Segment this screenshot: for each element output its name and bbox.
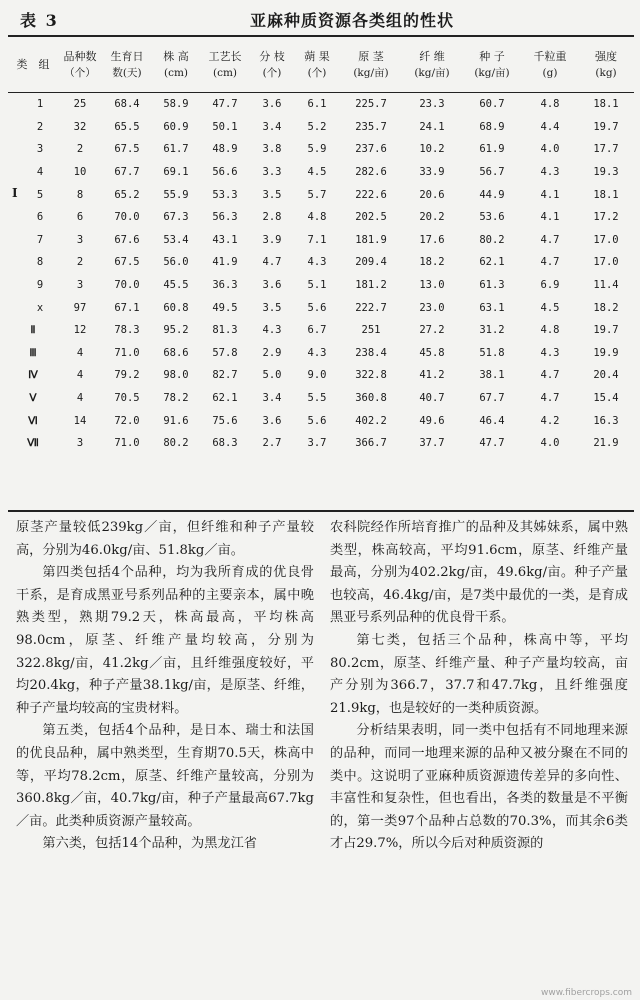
table-cell: 65.5	[114, 120, 140, 133]
table-cell: 46.4	[479, 414, 505, 427]
group-label: 9	[36, 279, 44, 292]
group-cell	[8, 183, 58, 206]
class-label: Ⅵ	[28, 414, 38, 427]
group-cell	[8, 161, 58, 184]
table-cell: 20.4	[593, 369, 619, 382]
table-cell: 70.5	[114, 392, 140, 405]
group-label: 1	[36, 98, 44, 111]
group-label: 2	[36, 120, 44, 133]
table-body	[8, 92, 634, 455]
table-cell: 3.3	[262, 166, 282, 179]
table-cell: 67.7	[114, 166, 140, 179]
column-header	[8, 37, 58, 92]
table-cell: 3.4	[262, 120, 282, 133]
table-cell: 3.5	[262, 301, 282, 314]
table-cell: 25	[73, 98, 87, 111]
right-text-column	[330, 517, 628, 856]
table-cell: 6.7	[307, 324, 327, 337]
left-text-column	[16, 517, 314, 856]
table-cell: 2	[76, 143, 84, 156]
table-cell: 61.9	[479, 143, 505, 156]
table-cell: 17.0	[593, 233, 619, 246]
column-header	[152, 37, 200, 92]
table-cell: 3.7	[307, 437, 327, 450]
table-cell: 91.6	[163, 414, 189, 427]
paragraph: 农科院经作所培育推广的品种及其姊妹系，属中熟类型，株高较高，平均91.6cm，原茎、纤维产量最高，分别为402.2kg/亩，49.6kg/亩。种子产量也较高，46.4kg/亩，是7类中最优的一类，是育成黑亚号系列品种的优良骨干系。	[330, 520, 628, 626]
column-header-unit: (cm)	[163, 66, 189, 79]
table-cell: 98.0	[163, 369, 189, 382]
table-cell: 15.4	[593, 392, 619, 405]
table-row	[8, 342, 634, 365]
table-cell: 5.0	[262, 369, 282, 382]
table-row	[8, 93, 634, 116]
table-cell: 56.6	[212, 166, 238, 179]
table-cell: 80.2	[479, 233, 505, 246]
table-row	[8, 183, 634, 206]
table-cell: 4.5	[307, 166, 327, 179]
table-cell: 322.8	[355, 369, 387, 382]
table-cell: 32	[73, 120, 87, 133]
class-label: Ⅴ	[29, 392, 37, 405]
table-cell: 4	[76, 369, 84, 382]
group-label: 3	[36, 143, 44, 156]
table-cell: 23.3	[419, 98, 445, 111]
column-header-unit: (kg/亩)	[414, 66, 450, 79]
table-cell: 4.3	[307, 346, 327, 359]
table-cell: 33.9	[419, 166, 445, 179]
table-cell: 4.4	[540, 120, 560, 133]
column-header	[102, 37, 152, 92]
table-cell: 4.7	[540, 369, 560, 382]
table-row	[8, 161, 634, 184]
group-label: 8	[36, 256, 44, 269]
table-cell: 4.0	[540, 143, 560, 156]
table-cell: 17.6	[419, 233, 445, 246]
table-row	[8, 274, 634, 297]
table-cell: 68.3	[212, 437, 238, 450]
table-cell: 7.1	[307, 233, 327, 246]
table-cell: 41.2	[419, 369, 445, 382]
paragraph: 第四类包括4个品种，均为我所育成的优良骨干系，是育成黑亚号系列品种的主要亲本，属中晚熟类型，熟期79.2天，株高最高，平均株高98.0cm，原茎、纤维产量均较高，分别为322.8kg/亩，41.2kg／亩，且纤维强度较好，平均20.4kg，种子产量38.1kg/亩，是原茎、纤维，种子产量均较高的宝贵材料。	[16, 565, 314, 716]
table-cell: 360.8	[355, 392, 387, 405]
table-cell: 235.7	[355, 120, 387, 133]
table-cell: 60.9	[163, 120, 189, 133]
table-cell: 4	[76, 346, 84, 359]
column-header	[294, 37, 340, 92]
table-cell: 19.7	[593, 324, 619, 337]
group-cell	[8, 274, 58, 297]
table-cell: 62.1	[479, 256, 505, 269]
table-cell: 48.9	[212, 143, 238, 156]
table-cell: 238.4	[355, 346, 387, 359]
column-header	[578, 37, 634, 92]
table-cell: 19.3	[593, 166, 619, 179]
paragraph: 第七类，包括三个品种，株高中等，平均80.2cm，原茎、纤维产量、种子产量均较高，亩产分别为366.7，37.7和47.7kg，且纤维强度21.9kg，也是较好的一类种质资源。	[330, 632, 628, 716]
table-cell: 97	[73, 301, 87, 314]
table-cell: 12	[73, 324, 87, 337]
table-cell: 366.7	[355, 437, 387, 450]
table-cell: 65.2	[114, 188, 140, 201]
table-cell: 44.9	[479, 188, 505, 201]
table-cell: 10.2	[419, 143, 445, 156]
table-cell: 18.1	[593, 98, 619, 111]
column-header	[58, 37, 102, 92]
table-cell: 19.9	[593, 346, 619, 359]
column-header-unit: 数(天)	[112, 66, 142, 79]
table-cell: 57.8	[212, 346, 238, 359]
table-cell: 80.2	[163, 437, 189, 450]
table-cell: 18.2	[419, 256, 445, 269]
table-cell: 282.6	[355, 166, 387, 179]
group-cell	[8, 138, 58, 161]
table-cell: 41.9	[212, 256, 238, 269]
table-row	[8, 138, 634, 161]
table-row	[8, 229, 634, 252]
column-header-name: 类 组	[16, 58, 50, 71]
table-cell: 20.6	[419, 188, 445, 201]
table-header	[0, 6, 640, 32]
table-cell: 45.8	[419, 346, 445, 359]
group-label: 5	[36, 188, 44, 201]
table-cell: 55.9	[163, 188, 189, 201]
class-label: Ⅰ	[12, 186, 18, 201]
table-cell: 47.7	[479, 437, 505, 450]
column-header	[200, 37, 250, 92]
column-header	[522, 37, 578, 92]
table-cell: 209.4	[355, 256, 387, 269]
table-cell: 31.2	[479, 324, 505, 337]
table-cell: 3.4	[262, 392, 282, 405]
column-header-unit: (g)	[542, 66, 558, 79]
table-cell: 50.1	[212, 120, 238, 133]
column-header-name: 工艺长	[208, 49, 242, 63]
table-cell: 3.5	[262, 188, 282, 201]
group-cell	[8, 251, 58, 274]
table-cell: 3	[76, 233, 84, 246]
table-cell: 13.0	[419, 279, 445, 292]
table-row	[8, 409, 634, 432]
table-cell: 79.2	[114, 369, 140, 382]
table-cell: 4.8	[540, 324, 560, 337]
table-cell: 5.7	[307, 188, 327, 201]
column-header-name: 纤 维	[419, 49, 445, 63]
column-header-unit: (kg/亩)	[474, 66, 510, 79]
table-cell: 61.7	[163, 143, 189, 156]
group-cell	[8, 296, 58, 319]
class-label: Ⅶ	[27, 437, 39, 450]
table-title: 亚麻种质资源各类组的性状	[250, 11, 455, 30]
table-cell: 71.0	[114, 346, 140, 359]
table-cell: 20.2	[419, 211, 445, 224]
table-cell: 78.2	[163, 392, 189, 405]
table-cell: 62.1	[212, 392, 238, 405]
table-cell: 4.8	[307, 211, 327, 224]
table-cell: 202.5	[355, 211, 387, 224]
table-cell: 68.9	[479, 120, 505, 133]
table-cell: 17.7	[593, 143, 619, 156]
trait-table	[8, 37, 634, 455]
table-cell: 9.0	[307, 369, 327, 382]
table-cell: 5.9	[307, 143, 327, 156]
column-header-name: 株 高	[163, 49, 189, 63]
table-cell: 58.9	[163, 98, 189, 111]
column-header-name: 蒴 果	[304, 49, 330, 63]
table-cell: 67.3	[163, 211, 189, 224]
table-cell: 68.4	[114, 98, 140, 111]
table-cell: 225.7	[355, 98, 387, 111]
table-cell: 95.2	[163, 324, 189, 337]
table-cell: 60.7	[479, 98, 505, 111]
table-cell: 56.3	[212, 211, 238, 224]
column-header-unit: (cm)	[212, 66, 238, 79]
table-cell: 19.7	[593, 120, 619, 133]
table-cell: 4.5	[540, 301, 560, 314]
column-header-name: 种 子	[479, 49, 505, 63]
table-row	[8, 116, 634, 139]
table-cell: 2.9	[262, 346, 282, 359]
table-cell: 4.3	[307, 256, 327, 269]
table-cell: 60.8	[163, 301, 189, 314]
table-cell: 8	[76, 188, 84, 201]
table-cell: 10	[73, 166, 87, 179]
table-cell: 5.6	[307, 414, 327, 427]
table-cell: 6	[76, 211, 84, 224]
table-cell: 3.6	[262, 414, 282, 427]
column-header-unit: (kg/亩)	[353, 66, 389, 79]
table-cell: 2.7	[262, 437, 282, 450]
paragraph: 第六类，包括14个品种，为黑龙江省	[42, 836, 257, 852]
table-cell: 16.3	[593, 414, 619, 427]
table-cell: 70.0	[114, 279, 140, 292]
table-cell: 3.6	[262, 279, 282, 292]
table-cell: 67.6	[114, 233, 140, 246]
table-cell: 53.4	[163, 233, 189, 246]
table-cell: 67.5	[114, 143, 140, 156]
table-cell: 5.6	[307, 301, 327, 314]
table-cell: 4.3	[262, 324, 282, 337]
table-cell: 56.0	[163, 256, 189, 269]
group-label: 6	[36, 211, 44, 224]
table-header-row	[8, 37, 634, 92]
table-cell: 3.8	[262, 143, 282, 156]
column-header-name: 生育日	[110, 49, 144, 63]
table-bottom-rule	[8, 510, 634, 512]
table-cell: 47.7	[212, 98, 238, 111]
table-cell: 6.9	[540, 279, 560, 292]
table-cell: 402.2	[355, 414, 387, 427]
table-cell: 222.6	[355, 188, 387, 201]
table-cell: 5.1	[307, 279, 327, 292]
paragraph: 第五类，包括4个品种，是日本、瑞士和法国的优良品种，属中熟类型，生育期70.5天，株高中等，平均78.2cm，原茎、纤维产量较高，分别为360.8kg／亩，40.7kg/亩，种子产量最高67.7kg／亩。此类种质资源产量较高。	[16, 723, 314, 829]
table-cell: 70.0	[114, 211, 140, 224]
table-cell: 17.2	[593, 211, 619, 224]
class-label: Ⅳ	[28, 369, 38, 382]
table-cell: 5.2	[307, 120, 327, 133]
table-cell: 68.6	[163, 346, 189, 359]
table-cell: 6.1	[307, 98, 327, 111]
table-cell: 69.1	[163, 166, 189, 179]
paragraph: 原茎产量较低239kg／亩，但纤维和种子产量较高，分别为46.0kg/亩、51.8kg／亩。	[16, 520, 314, 558]
table-row	[8, 251, 634, 274]
table-row	[8, 364, 634, 387]
table-cell: 5.5	[307, 392, 327, 405]
table-cell: 24.1	[419, 120, 445, 133]
table-cell: 4.3	[540, 166, 560, 179]
table-cell: 4.7	[540, 256, 560, 269]
table-cell: 67.7	[479, 392, 505, 405]
column-header-name: 千粒重	[533, 49, 567, 63]
column-header-name: 原 茎	[358, 49, 384, 63]
table-row	[8, 432, 634, 455]
class-label: Ⅲ	[29, 346, 37, 359]
table-row	[8, 206, 634, 229]
column-header-name: 分 枝	[259, 49, 285, 63]
table-cell: 53.6	[479, 211, 505, 224]
group-label: 7	[36, 233, 44, 246]
table-cell: 45.5	[163, 279, 189, 292]
table-cell: 51.8	[479, 346, 505, 359]
table-cell: 61.3	[479, 279, 505, 292]
table-cell: 222.7	[355, 301, 387, 314]
group-cell	[8, 93, 58, 116]
table-cell: 38.1	[479, 369, 505, 382]
table-cell: 37.7	[419, 437, 445, 450]
table-cell: 81.3	[212, 324, 238, 337]
table-label: 表 3	[20, 11, 59, 30]
column-header	[402, 37, 462, 92]
table-cell: 3	[76, 437, 84, 450]
column-header-name: 强度	[595, 49, 617, 63]
column-header-unit: (个)	[262, 66, 282, 79]
table-cell: 49.6	[419, 414, 445, 427]
column-header-unit: (kg)	[595, 66, 617, 79]
table-row	[8, 387, 634, 410]
column-header-name: 品种数	[63, 49, 97, 63]
table-cell: 67.5	[114, 256, 140, 269]
table-row	[8, 319, 634, 342]
table-cell: 72.0	[114, 414, 140, 427]
table-cell: 40.7	[419, 392, 445, 405]
table-cell: 4.3	[540, 346, 560, 359]
table-cell: 14	[73, 414, 87, 427]
table-cell: 4.1	[540, 188, 560, 201]
table-row	[8, 296, 634, 319]
table-cell: 71.0	[114, 437, 140, 450]
table-cell: 4.8	[540, 98, 560, 111]
table-cell: 181.2	[355, 279, 387, 292]
paragraph: 分析结果表明，同一类中包括有不同地理来源的品种，而同一地理来源的品种又被分聚在不同的类中。这说明了亚麻种质资源遗传差异的多向性、丰富性和复杂性，但也看出，各类的数量是不平衡的，第一类97个品种占总数的70.3%，而其余6类才占29.7%，所以今后对种质资源的	[330, 723, 628, 852]
table-cell: 2	[76, 256, 84, 269]
column-header	[250, 37, 294, 92]
table-cell: 181.9	[355, 233, 387, 246]
group-cell	[8, 229, 58, 252]
table-cell: 4.7	[540, 233, 560, 246]
table-cell: 4.7	[540, 392, 560, 405]
table-cell: 67.1	[114, 301, 140, 314]
class-label: Ⅱ	[30, 324, 36, 337]
group-cell	[8, 116, 58, 139]
group-label: 4	[36, 166, 44, 179]
table-cell: 3.6	[262, 98, 282, 111]
table-cell: 17.0	[593, 256, 619, 269]
table-cell: 4.7	[262, 256, 282, 269]
table-cell: 53.3	[212, 188, 238, 201]
table-cell: 3	[76, 279, 84, 292]
table-cell: 3.9	[262, 233, 282, 246]
watermark: www.fibercrops.com	[541, 988, 632, 998]
column-header	[340, 37, 402, 92]
column-header-unit: (个)	[307, 66, 327, 79]
table-cell: 82.7	[212, 369, 238, 382]
table-cell: 4.0	[540, 437, 560, 450]
table-cell: 78.3	[114, 324, 140, 337]
table-cell: 18.2	[593, 301, 619, 314]
table-cell: 4.1	[540, 211, 560, 224]
group-label: x	[36, 301, 44, 314]
group-cell	[8, 206, 58, 229]
column-header-unit: （个）	[64, 66, 96, 79]
table-cell: 27.2	[419, 324, 445, 337]
table-cell: 4.2	[540, 414, 560, 427]
table-cell: 4	[76, 392, 84, 405]
table-cell: 43.1	[212, 233, 238, 246]
table-cell: 49.5	[212, 301, 238, 314]
table-cell: 75.6	[212, 414, 238, 427]
table-cell: 21.9	[593, 437, 619, 450]
table-cell: 18.1	[593, 188, 619, 201]
table-cell: 237.6	[355, 143, 387, 156]
table-cell: 11.4	[593, 279, 619, 292]
table-cell: 2.8	[262, 211, 282, 224]
table-cell: 251	[361, 324, 381, 337]
column-header	[462, 37, 522, 92]
table-cell: 63.1	[479, 301, 505, 314]
table-cell: 56.7	[479, 166, 505, 179]
table-cell: 23.0	[419, 301, 445, 314]
table-cell: 36.3	[212, 279, 238, 292]
